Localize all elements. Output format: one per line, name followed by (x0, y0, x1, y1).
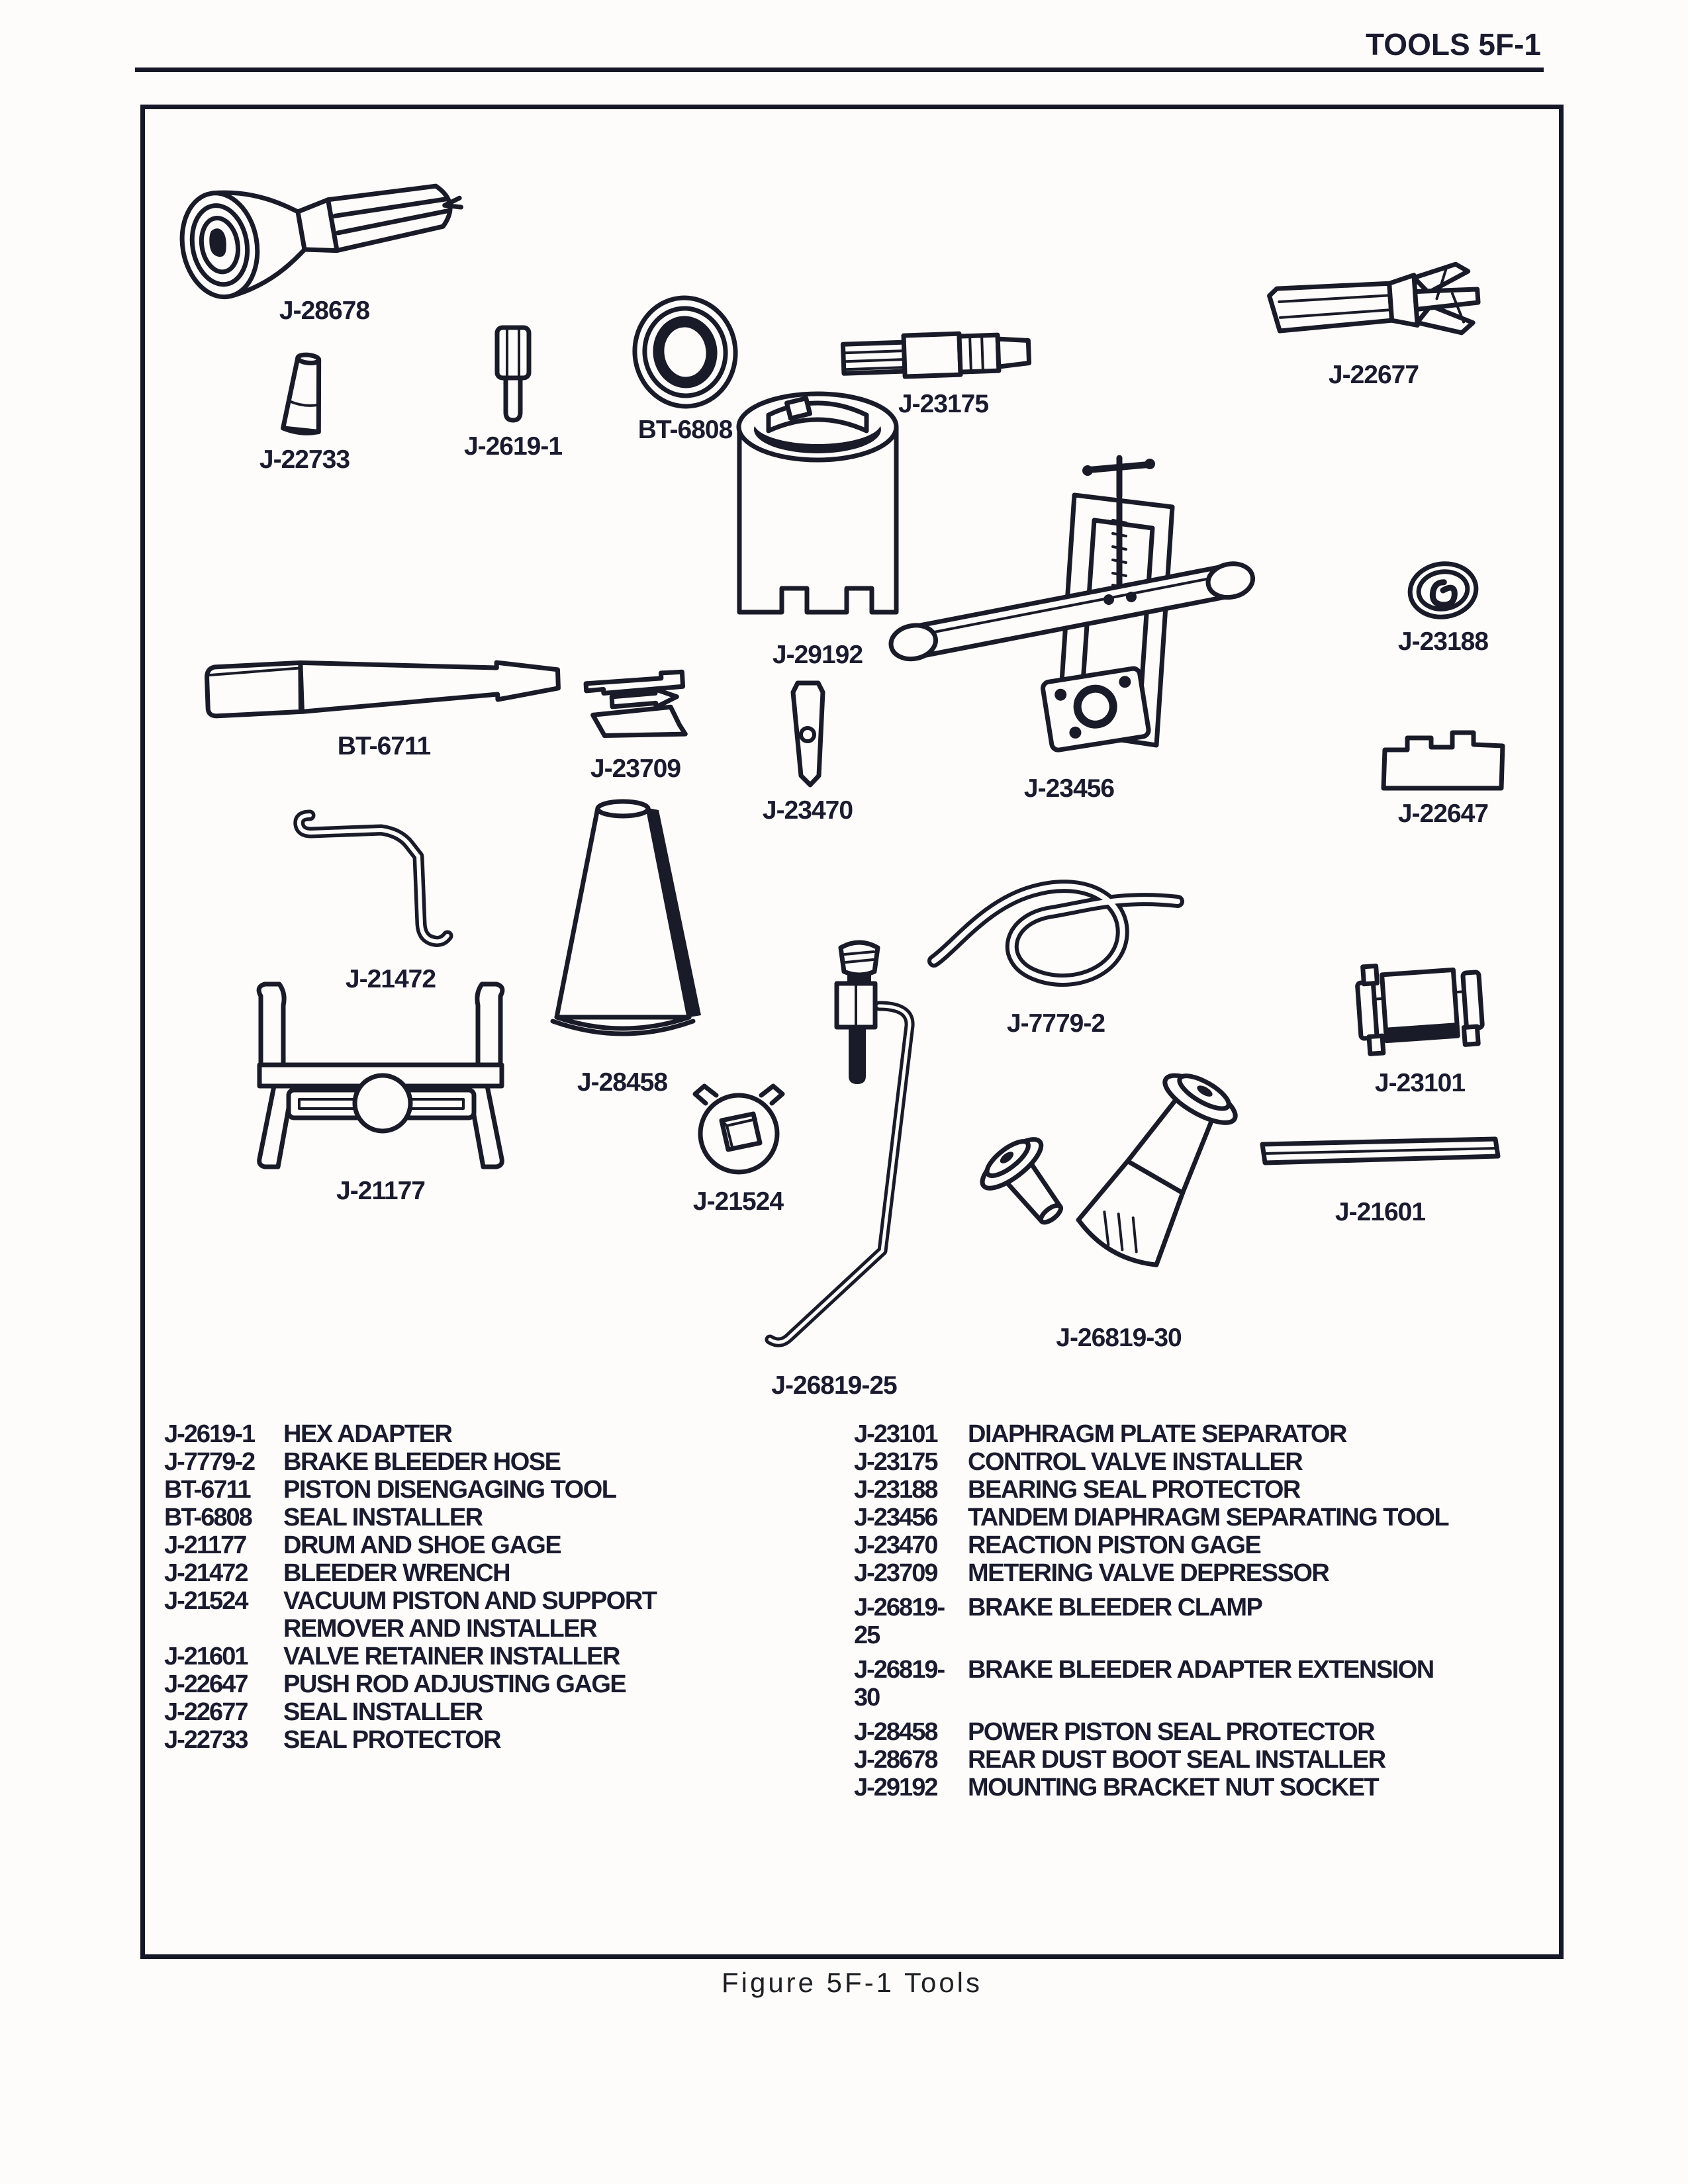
legend-row (164, 1643, 657, 1670)
seal-protector-illustration (255, 351, 354, 440)
legend-desc: CONTROL VALVE INSTALLER (968, 1448, 1303, 1476)
tool-label: J-23175 (898, 390, 989, 418)
legend-code: J-21524 (164, 1587, 248, 1615)
legend-desc: VALVE RETAINER INSTALLER (283, 1643, 620, 1670)
brake-bleeder-clamp-illustration (740, 940, 929, 1363)
tool-bt6711 (199, 645, 569, 761)
tool-label: J-23188 (1397, 627, 1489, 656)
tool-label: J-28678 (279, 296, 370, 325)
legend-code: J-23188 (854, 1476, 937, 1504)
legend-code: J-29192 (854, 1774, 937, 1801)
legend-row (854, 1774, 1448, 1801)
legend-code: J-21177 (164, 1531, 246, 1559)
legend-row (164, 1531, 657, 1559)
legend-desc: SEAL INSTALLER (283, 1698, 483, 1726)
tool-j7779-2 (920, 860, 1192, 1038)
seal-installer-collet-illustration (1260, 265, 1488, 347)
tool-label: J-26819-30 (1056, 1324, 1182, 1352)
legend-code: J-23470 (854, 1531, 937, 1559)
tool-label: J-26819-25 (771, 1371, 897, 1400)
legend-code: J-28678 (854, 1746, 937, 1774)
legend-right-column (854, 1420, 1448, 1801)
legend-left-column (164, 1420, 657, 1754)
figure-caption: Figure 5F-1 Tools (721, 1967, 983, 1998)
tool-j28458 (536, 797, 708, 1097)
legend-desc: METERING VALVE DEPRESSOR (968, 1559, 1329, 1587)
legend-row (164, 1420, 657, 1448)
drum-and-shoe-gage-illustration (230, 976, 532, 1171)
tool-label: J-21524 (692, 1187, 784, 1216)
legend-desc: HEX ADAPTER (283, 1420, 452, 1448)
tool-label: J-22647 (1397, 799, 1489, 828)
legend-row (164, 1504, 657, 1531)
legend-code: J-22647 (164, 1670, 248, 1698)
legend-desc: BEARING SEAL PROTECTOR (968, 1476, 1300, 1504)
tool-j22647 (1370, 725, 1516, 829)
legend-code: J-22677 (164, 1698, 248, 1726)
tool-j22677 (1258, 265, 1489, 390)
legend-code: J-2619-1 (164, 1420, 255, 1448)
legend-code: J-23101 (854, 1420, 937, 1448)
legend-code: J-21601 (164, 1643, 248, 1670)
push-rod-adjusting-gage-illustration (1377, 725, 1509, 794)
legend-desc: SEAL INSTALLER (283, 1504, 483, 1531)
page-title: TOOLS 5F-1 (1366, 27, 1541, 62)
tool-label: J-21177 (336, 1177, 425, 1205)
legend-row (164, 1587, 657, 1615)
tool-label: J-23709 (590, 754, 681, 783)
legend-row (854, 1531, 1448, 1559)
diaphragm-plate-separator-illustration (1346, 956, 1495, 1056)
legend-desc: BRAKE BLEEDER HOSE (283, 1448, 561, 1476)
tool-j23188 (1374, 559, 1513, 657)
legend-row (854, 1448, 1448, 1476)
tool-j23456 (874, 457, 1264, 803)
tool-label: J-22733 (259, 445, 350, 474)
brake-bleeder-adapter-extension-illustration (949, 1039, 1289, 1314)
tandem-diaphragm-separating-tool-illustration (876, 457, 1263, 761)
legend-desc: REAR DUST BOOT SEAL INSTALLER (968, 1746, 1385, 1774)
tool-label: BT-6711 (337, 732, 431, 760)
rear-dust-boot-seal-installer-illustration (169, 169, 480, 291)
legend-row (164, 1448, 657, 1476)
legend-desc: SEAL PROTECTOR (283, 1726, 501, 1754)
bleeder-wrench-illustration (283, 794, 498, 960)
legend-code: J-22733 (164, 1726, 248, 1754)
reaction-piston-gage-illustration (776, 675, 839, 791)
legend-row (854, 1746, 1448, 1774)
hex-adapter-illustration (475, 321, 551, 427)
legend-code: J-23709 (854, 1559, 937, 1587)
tool-label: BT-6808 (637, 416, 733, 444)
legend-desc: DIAPHRAGM PLATE SEPARATOR (968, 1420, 1346, 1448)
legend-row (854, 1594, 1448, 1649)
tool-label: J-22677 (1328, 361, 1419, 389)
legend-desc: BRAKE BLEEDER ADAPTER EXTENSION (968, 1656, 1434, 1684)
tool-j23101 (1344, 956, 1496, 1098)
tool-j26819-30 (947, 1039, 1291, 1353)
legend-code: J-21472 (164, 1559, 248, 1587)
tool-label: J-21472 (345, 965, 436, 993)
piston-disengaging-tool-illustration (201, 645, 568, 721)
legend-desc: DRUM AND SHOE GAGE (283, 1531, 561, 1559)
legend-row (854, 1504, 1448, 1531)
legend-code: J-28458 (854, 1718, 937, 1746)
valve-retainer-installer-illustration (1253, 1128, 1508, 1178)
tool-j21472 (281, 794, 500, 994)
legend-row (164, 1698, 657, 1726)
tool-label: J-23470 (762, 796, 853, 825)
legend-code: J-7779-2 (164, 1448, 255, 1476)
tool-j21177 (228, 976, 533, 1206)
legend-row (164, 1476, 657, 1504)
legend-row (854, 1718, 1448, 1746)
tool-label: J-28458 (577, 1068, 668, 1097)
tool-label: J-21601 (1335, 1198, 1426, 1226)
legend-desc: PISTON DISENGAGING TOOL (283, 1476, 616, 1504)
legend-desc: REACTION PISTON GAGE (968, 1531, 1261, 1559)
power-piston-seal-protector-illustration (538, 797, 707, 1059)
tool-j26819-25 (738, 940, 930, 1400)
tool-label: J-7779-2 (1006, 1009, 1105, 1038)
legend-code: J-23175 (854, 1448, 937, 1476)
legend-desc: POWER PISTON SEAL PROTECTOR (968, 1718, 1375, 1746)
legend-code-spacer (164, 1615, 283, 1643)
control-valve-installer-illustration (839, 328, 1048, 381)
tool-label: J-2619-1 (463, 432, 563, 461)
tool-label: J-23456 (1023, 774, 1115, 803)
legend-row (854, 1559, 1448, 1587)
legend-row (164, 1670, 657, 1698)
tool-label: J-29192 (772, 641, 863, 669)
tool-j23709 (573, 672, 698, 784)
legend-desc: VACUUM PISTON AND SUPPORT (283, 1587, 657, 1615)
legend-desc: REMOVER AND INSTALLER (283, 1615, 597, 1643)
tool-j28678 (162, 169, 487, 326)
legend-row-continuation (164, 1615, 657, 1643)
legend-desc: PUSH ROD ADJUSTING GAGE (283, 1670, 626, 1698)
legend-code: J-26819-30 (854, 1656, 945, 1711)
legend-code: J-26819-25 (854, 1594, 945, 1649)
tool-j22733 (238, 351, 371, 475)
legend-row (164, 1726, 657, 1754)
seal-installer-ring-illustration (628, 295, 743, 410)
legend-desc: BRAKE BLEEDER CLAMP (968, 1594, 1262, 1621)
tool-j23470 (745, 675, 870, 825)
legend-desc: TANDEM DIAPHRAGM SEPARATING TOOL (968, 1504, 1449, 1531)
legend-row (854, 1656, 1448, 1711)
header-divider (135, 68, 1544, 72)
legend-desc: MOUNTING BRACKET NUT SOCKET (968, 1774, 1379, 1801)
tool-label: J-23101 (1374, 1069, 1466, 1097)
legend-code: J-23456 (854, 1504, 937, 1531)
legend-row (854, 1476, 1448, 1504)
metering-valve-depressor-illustration (578, 672, 694, 741)
bearing-seal-protector-illustration (1405, 559, 1481, 622)
legend-code: BT-6711 (164, 1476, 250, 1504)
legend-code: BT-6808 (164, 1504, 252, 1531)
legend-desc: BLEEDER WRENCH (283, 1559, 510, 1587)
brake-bleeder-hose-illustration (922, 860, 1190, 996)
tool-j2619-1 (447, 321, 579, 461)
legend-row (854, 1420, 1448, 1448)
legend-row (164, 1559, 657, 1587)
